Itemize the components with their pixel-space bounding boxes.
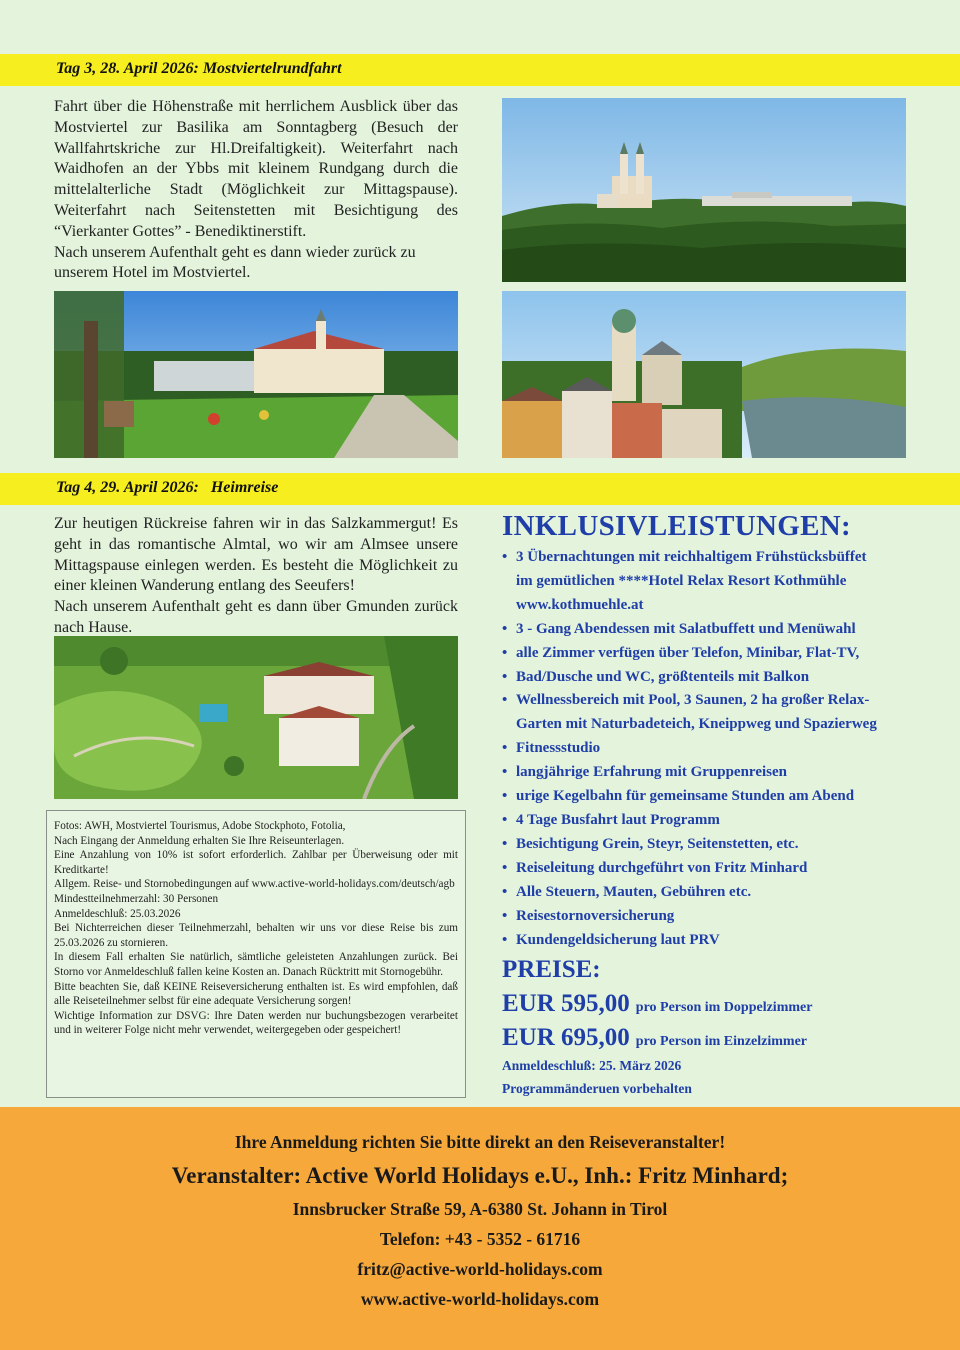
list-item: • Wellnessbereich mit Pool, 3 Saunen, 2 ha großer Relax-: [502, 689, 912, 713]
list-item: www.kothmuehle.at: [516, 596, 644, 613]
list-item: • Alle Steuern, Mauten, Gebühren etc.: [502, 881, 912, 905]
list-item: • 4 Tage Busfahrt laut Programm: [502, 809, 912, 833]
footer-organizer: Veranstalter: Active World Holidays e.U., Inh.: Fritz Minhard;: [171, 1163, 789, 1188]
preise-title: PREISE:: [502, 956, 601, 983]
list-item: • Reisestornoversicherung: [502, 905, 912, 929]
list-item: im gemütlichen ****Hotel Relax Resort Kothmühle: [516, 572, 847, 589]
notes-privacy: Wichtige Information zur DSVG: Ihre Daten werden nur buchungsbezogen verarbeitet und in weiterer Folge nicht mehr verwendet, weitergegeben oder gespeichert!: [54, 1009, 458, 1037]
day3-paragraph-2: Nach unserem Aufenthalt geht es dann wieder zurück zu unserem Hotel im Mostviertel.: [54, 243, 416, 282]
notes-min-participants: Mindestteilnehmerzahl: 30 Personen: [54, 892, 219, 905]
price-single-amount: EUR 695,00: [502, 1024, 630, 1051]
price-double-note: pro Person im Doppelzimmer: [635, 1000, 813, 1015]
footer-email[interactable]: fritz@active-world-holidays.com: [357, 1259, 603, 1279]
day3-title: Tag 3, 28. April 2026: Mostviertelrundfahrt: [56, 60, 342, 77]
list-item: • 3 Übernachtungen mit reichhaltigem Frühstücksbüffet: [502, 546, 912, 570]
seitenstetten-abbey-photo: [54, 291, 458, 458]
organizer-footer: [0, 1107, 960, 1350]
notes-cancellation: Bei Nichterreichen dieser Teilnehmerzahl, behalten wir uns vor diese Reise bis zum 25.03.2026 zu stornieren.: [54, 922, 458, 949]
footer-website[interactable]: www.active-world-holidays.com: [360, 1289, 600, 1309]
list-item: • langjährige Erfahrung mit Gruppenreisen: [502, 761, 912, 785]
notes-deposit: Eine Anzahlung von 10% ist sofort erforderlich. Zahlbar per Überweisung oder mit Kreditkarte!: [54, 849, 458, 876]
price-single-note: pro Person im Einzelzimmer: [635, 1034, 807, 1049]
price-double-room: [502, 990, 812, 1018]
list-item: • 3 - Gang Abendessen mit Salatbuffett und Menüwahl: [502, 618, 912, 642]
day3-description: [54, 97, 458, 284]
list-item: • Reiseleitung durchgeführt von Fritz Minhard: [502, 857, 912, 881]
day3-paragraph-1: Fahrt über die Höhenstraße mit herrlichem Ausblick über das Mostviertel zur Basilika am Sonntagberg (Besuch der Wallfahrtskriche zur Hl.Dreifaltigkeit). Weiterfahrt nach Waidhofen an der Ybbs mit kleinem Rundgang durch die mittelalterliche Stadt (Möglichkeit zur Mittagspause). Weiterfahrt nach Seitenstetten mit Besichtigung des “Vierkanter Gottes” - Benediktinerstift.: [54, 98, 458, 240]
notes-photo-credits: Fotos: AWH, Mostviertel Tourismus, Adobe Stockphoto, Fotolia,: [54, 820, 346, 832]
notes-insurance: Bitte beachten Sie, daß KEINE Reiseversicherung enthalten ist. Es wird empfohlen, daß alle Reiseteilnehmer selbst für eine adequate Versicherung sorgen!: [54, 980, 458, 1008]
footer-address: Innsbrucker Straße 59, A-6380 St. Johann in Tirol: [292, 1199, 668, 1219]
hotel-aerial-photo: [54, 636, 458, 799]
waidhofen-town-photo: [502, 291, 906, 458]
price-single-room: [502, 1024, 807, 1052]
list-item: • Kundengeldsicherung laut PRV: [502, 929, 912, 953]
footer-phone: Telefon: +43 - 5352 - 61716: [379, 1229, 581, 1249]
day4-paragraph-1: Zur heutigen Rückreise fahren wir in das Salzkammergut! Es geht in das romantische Almtal, wo wir am Almsee unsere Mittagspause einlegen werden. Es besteht die Möglichkeit zu einer kleinen Wanderung entlang des Seeufers!: [54, 515, 458, 595]
list-item: • Fitnessstudio: [502, 737, 912, 761]
list-item: • alle Zimmer verfügen über Telefon, Minibar, Flat-TV,: [502, 642, 912, 666]
notes-registration-deadline: Anmeldeschluß: 25.03.2026: [54, 907, 181, 920]
day4-title: Tag 4, 29. April 2026: Heimreise: [56, 479, 279, 496]
price-double-amount: EUR 595,00: [502, 990, 630, 1017]
notes-documents: Nach Eingang der Anmeldung erhalten Sie Ihre Reiseunterlagen.: [54, 834, 345, 847]
inklusiv-list: [502, 546, 912, 952]
travel-notes-box: [46, 810, 466, 1098]
sonntagberg-basilica-photo: [502, 98, 906, 282]
inklusiv-title: INKLUSIVLEISTUNGEN:: [502, 510, 851, 542]
list-item: • Besichtigung Grein, Steyr, Seitenstetten, etc.: [502, 833, 912, 857]
notes-terms: Allgem. Reise- und Stornobedingungen auf www.active-world-holidays.com/deutsch/agb: [54, 878, 455, 891]
day4-description: [54, 514, 458, 639]
notes-refund: In diesem Fall erhalten Sie natürlich, sämtliche geleisteten Anzahlungen zurück. Bei Storno vor Anmeldeschluß fallen keine Kosten an. Danach Rücktritt mit Stornogebühr.: [54, 951, 458, 978]
day3-header-bar: [0, 54, 960, 86]
list-item: • Bad/Dusche und WC, größtenteils mit Balkon: [502, 666, 912, 690]
list-item: • urige Kegelbahn für gemeinsame Stunden am Abend: [502, 785, 912, 809]
day4-paragraph-2: Nach unserem Aufenthalt geht es dann über Gmunden zurück nach Hause.: [54, 598, 458, 636]
day4-header-bar: [0, 473, 960, 505]
program-changes-note: Programmänderuen vorbehalten: [502, 1081, 692, 1096]
footer-registration-note: Ihre Anmeldung richten Sie bitte direkt an den Reiseveranstalter!: [234, 1132, 726, 1152]
registration-deadline: Anmeldeschluß: 25. März 2026: [502, 1058, 682, 1073]
list-item: Garten mit Naturbadeteich, Kneippweg und Spazierweg: [516, 716, 877, 733]
